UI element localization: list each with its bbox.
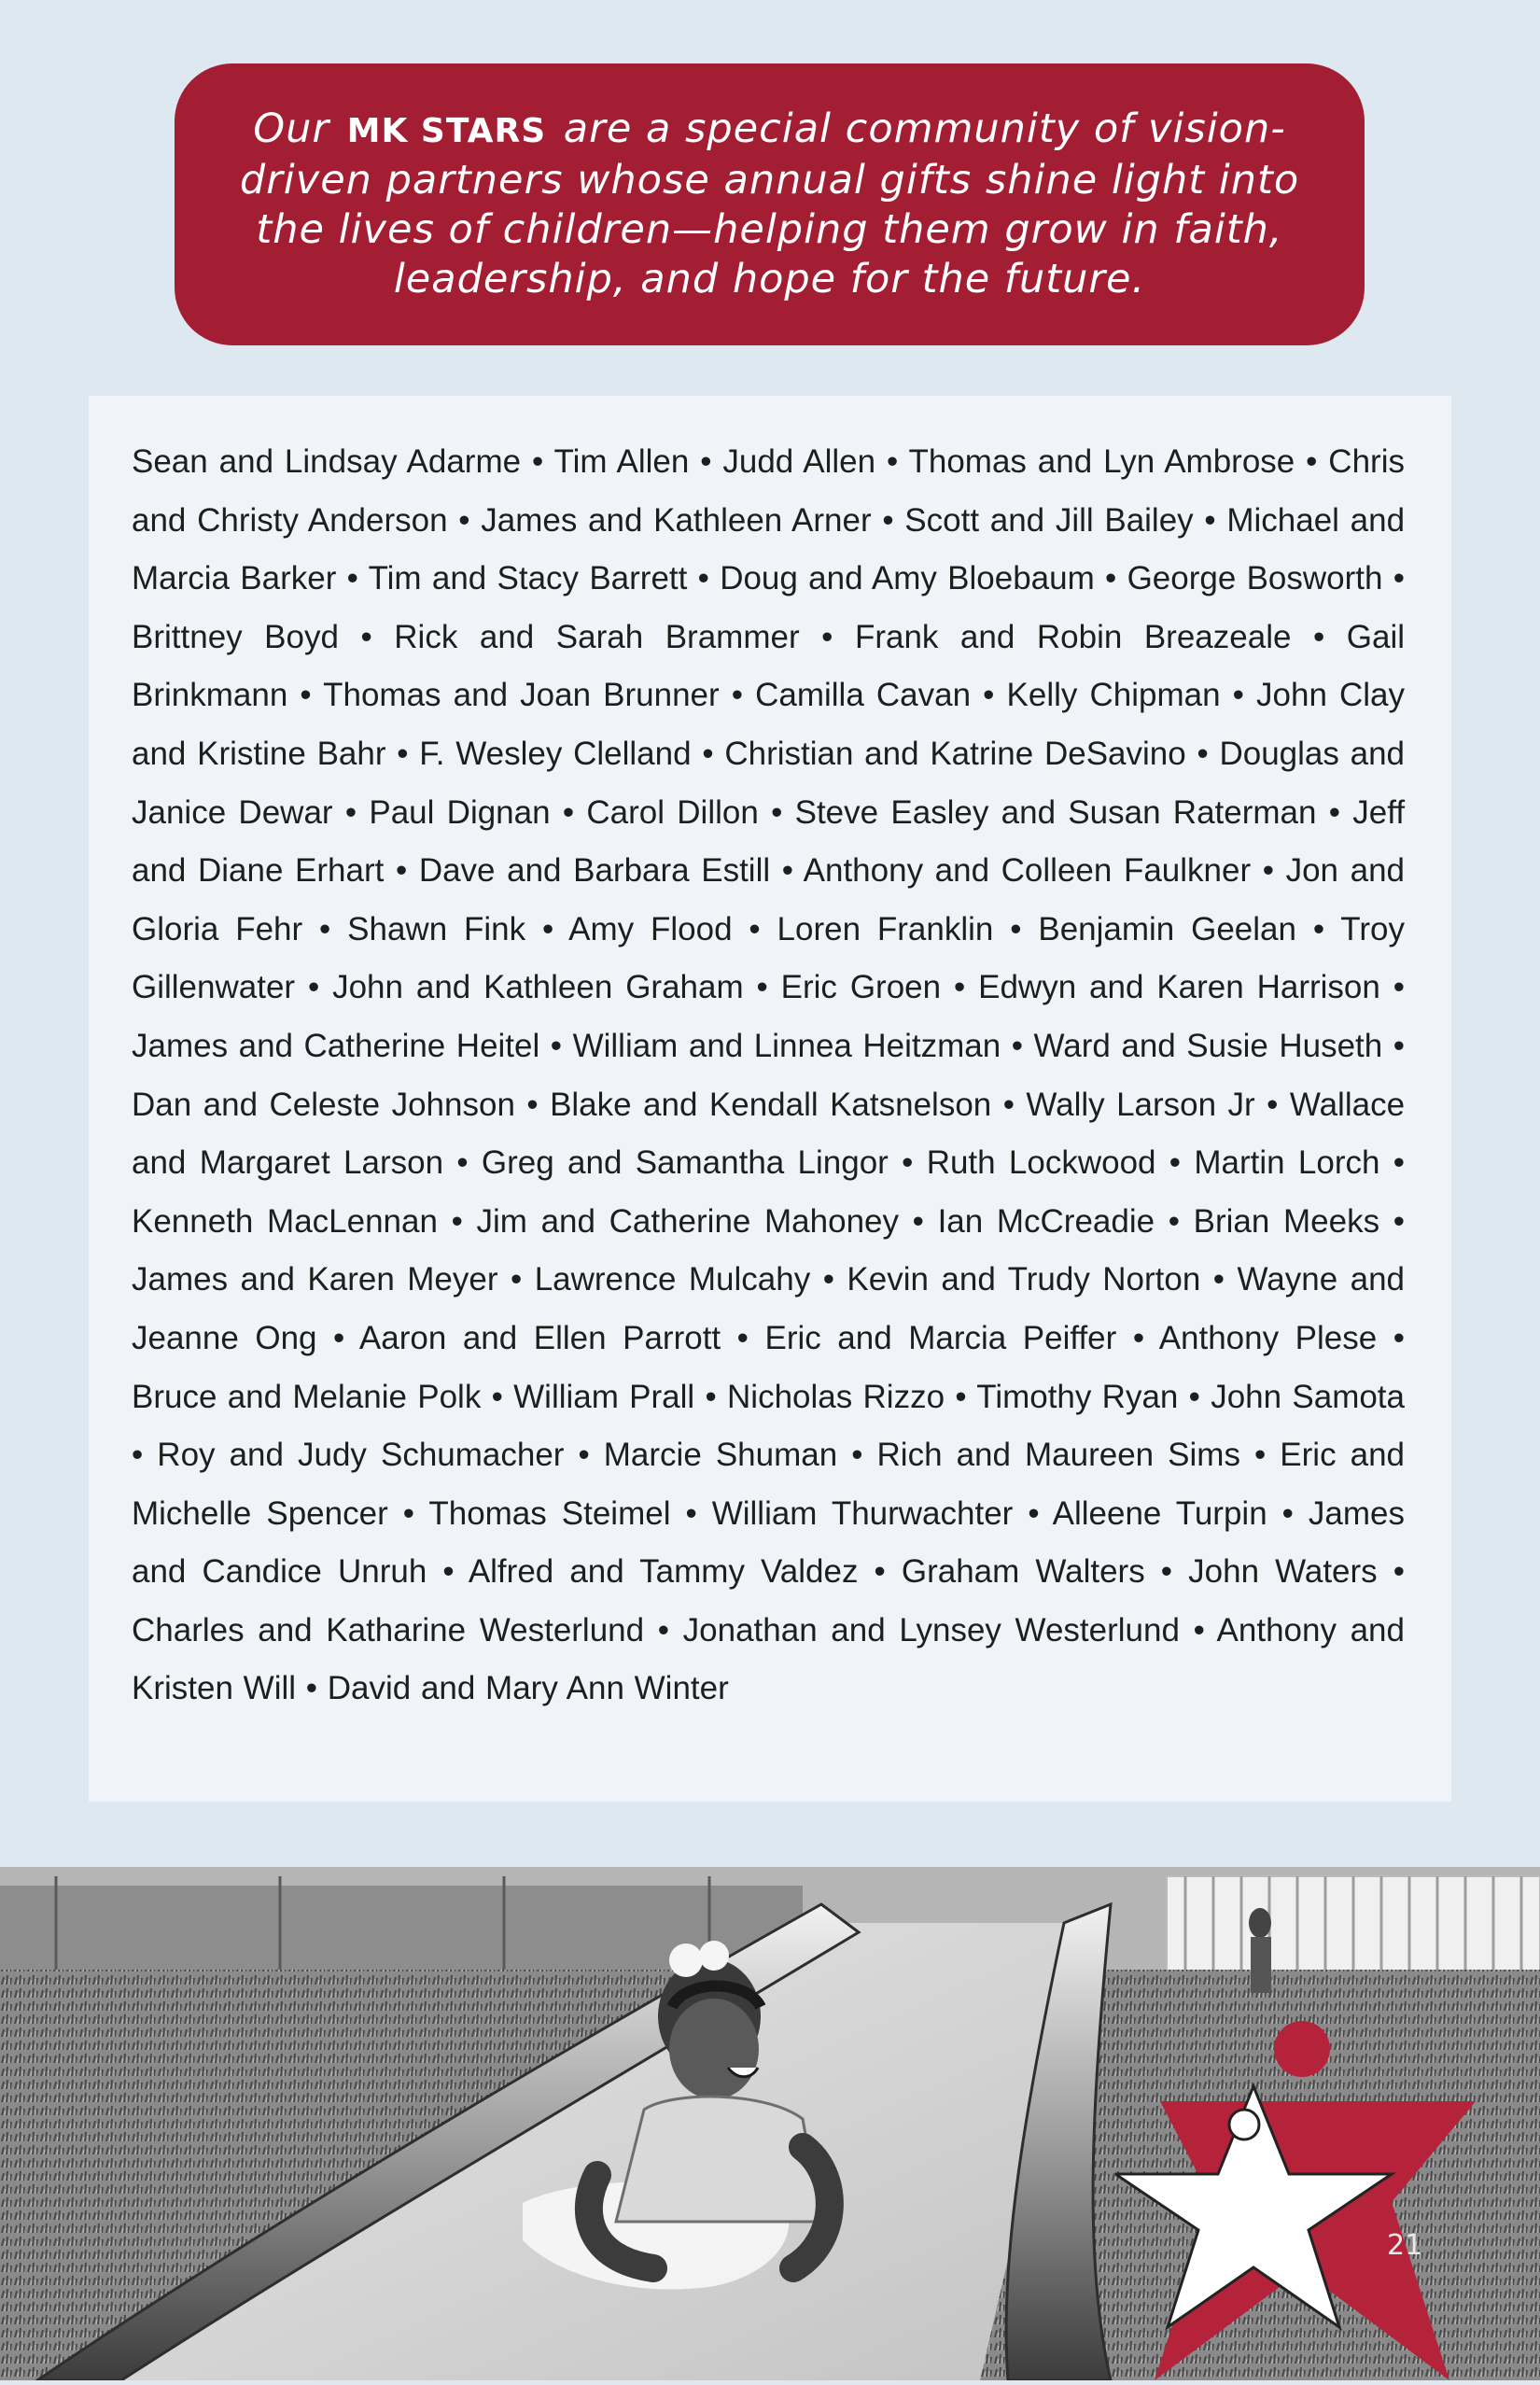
- bullet-separator: •: [993, 910, 1039, 947]
- bullet-separator: •: [941, 969, 979, 1006]
- bullet-separator: •: [443, 1144, 482, 1182]
- donor-name: Scott and Jill Bailey: [904, 501, 1194, 539]
- donor-name: Chris and Christy Anderson: [132, 443, 1405, 539]
- donor-name: Rick and Sarah Brammer: [394, 618, 800, 655]
- bullet-separator: •: [316, 1319, 359, 1356]
- donor-name: Judd Allen: [722, 443, 876, 480]
- bullet-separator: •: [971, 677, 1007, 714]
- donor-name: Loren Franklin: [777, 910, 994, 947]
- bullet-separator: •: [837, 1437, 877, 1474]
- bullet-separator: •: [497, 1261, 535, 1298]
- donor-name: Charles and Katharine Westerlund: [132, 1611, 645, 1648]
- bullet-separator: •: [719, 677, 756, 714]
- donor-name: Gail Brinkmann: [132, 618, 1405, 714]
- mk-star-figure-icon: [1115, 2021, 1493, 2380]
- bullet-separator: •: [1239, 1437, 1281, 1474]
- bullet-separator: •: [332, 793, 370, 831]
- donor-name: Wayne and Jeanne Ong: [132, 1261, 1406, 1356]
- donor-name: Shawn Fink: [347, 910, 526, 947]
- bullet-separator: •: [1382, 560, 1406, 597]
- donor-name: Anthony Plese: [1158, 1319, 1378, 1356]
- bullet-separator: •: [481, 1378, 514, 1415]
- bullet-separator: •: [427, 1553, 469, 1591]
- bullet-separator: •: [295, 969, 333, 1006]
- donor-name: Edwyn and Karen Harrison: [978, 969, 1380, 1006]
- bullet-separator: •: [1377, 1553, 1406, 1591]
- bullet-separator: •: [1382, 1027, 1406, 1064]
- donor-name: Ward and Susie Huseth: [1033, 1027, 1383, 1064]
- donor-name: Thomas and Joan Brunner: [323, 677, 720, 714]
- bullet-separator: •: [539, 1027, 573, 1064]
- donor-name: Brittney Boyd: [132, 618, 339, 655]
- donor-name: Eric and Michelle Spencer: [132, 1437, 1406, 1532]
- bullet-separator: •: [1144, 1553, 1189, 1591]
- logo-graphic: [1115, 2021, 1493, 2380]
- bullet-separator: •: [799, 618, 855, 655]
- donor-name: Sean and Lindsay Adarme: [132, 443, 522, 480]
- bullet-separator: •: [1155, 1202, 1194, 1240]
- bullet-separator: •: [1155, 1144, 1195, 1182]
- donor-name: Bruce and Melanie Polk: [132, 1378, 482, 1415]
- donor-name: Jim and Catherine Mahoney: [476, 1202, 900, 1240]
- donor-name: Nicholas Rizzo: [727, 1378, 945, 1415]
- bullet-separator: •: [670, 1494, 712, 1532]
- bullet-separator: •: [875, 443, 909, 480]
- donor-name: Graham Walters: [901, 1553, 1145, 1591]
- brand-name: MK STARS: [346, 112, 547, 150]
- donor-name: Benjamin Geelan: [1038, 910, 1296, 947]
- bullet-separator: •: [296, 1670, 328, 1707]
- donor-name: Lawrence Mulcahy: [534, 1261, 811, 1298]
- donor-name: Steve Easley and Susan Raterman: [794, 793, 1317, 831]
- bullet-separator: •: [1291, 618, 1347, 655]
- donor-name: David and Mary Ann Winter: [327, 1670, 729, 1707]
- bullet-separator: •: [387, 1494, 429, 1532]
- donor-name: Ruth Lockwood: [926, 1144, 1156, 1182]
- donor-name: William Prall: [513, 1378, 695, 1415]
- donor-name: Tim Allen: [553, 443, 690, 480]
- donor-name: James and Karen Meyer: [132, 1261, 498, 1298]
- donor-name: Blake and Kendall Katsnelson: [550, 1086, 992, 1123]
- bullet-separator: •: [1251, 852, 1286, 890]
- bullet-separator: •: [338, 618, 395, 655]
- donor-name: John and Kathleen Graham: [332, 969, 744, 1006]
- donor-name: Anthony and Colleen Faulkner: [803, 852, 1252, 890]
- bullet-separator: •: [858, 1553, 902, 1591]
- donor-name: Roy and Judy Schumacher: [157, 1437, 565, 1474]
- bullet-separator: •: [1185, 735, 1220, 772]
- donor-name: John Waters: [1188, 1553, 1378, 1591]
- bullet-separator: •: [691, 735, 725, 772]
- donor-name: William and Linnea Heitzman: [572, 1027, 1001, 1064]
- donor-name: Dan and Celeste Johnson: [132, 1086, 515, 1123]
- donor-name: Wally Larson Jr: [1026, 1086, 1255, 1123]
- bullet-separator: •: [564, 1437, 604, 1474]
- bullet-separator: •: [336, 560, 369, 597]
- bullet-separator: •: [302, 910, 348, 947]
- mission-statement: [212, 105, 1327, 304]
- bullet-separator: •: [1316, 793, 1353, 831]
- bullet-separator: •: [447, 501, 482, 539]
- bullet-separator: •: [758, 793, 795, 831]
- donor-name: Kelly Chipman: [1006, 677, 1221, 714]
- bullet-separator: •: [1379, 1202, 1405, 1240]
- donor-name: Jeff and Diane Erhart: [132, 793, 1406, 890]
- donor-name: Martin Lorch: [1194, 1144, 1380, 1182]
- donor-name: Michael and Marcia Barker: [132, 501, 1406, 597]
- donor-name: Dave and Barbara Estill: [418, 852, 771, 890]
- bullet-separator: •: [521, 443, 554, 480]
- bullet-separator: •: [991, 1086, 1027, 1123]
- bullet-separator: •: [871, 501, 905, 539]
- donor-name: Amy Flood: [568, 910, 733, 947]
- donor-name: Tim and Stacy Barrett: [368, 560, 688, 597]
- donor-name: George Bosworth: [1127, 560, 1383, 597]
- donor-name: Thomas and Lyn Ambrose: [908, 443, 1295, 480]
- bullet-separator: •: [644, 1611, 683, 1648]
- donor-name: Eric Groen: [780, 969, 942, 1006]
- bullet-separator: •: [1013, 1494, 1053, 1532]
- donor-name: Marcie Shuman: [603, 1437, 838, 1474]
- donor-name: Christian and Katrine DeSavino: [724, 735, 1186, 772]
- bullet-separator: •: [132, 1437, 158, 1474]
- mission-lead: Our: [253, 105, 329, 152]
- donor-name: Rich and Maureen Sims: [876, 1437, 1240, 1474]
- bullet-separator: •: [1094, 560, 1127, 597]
- bullet-separator: •: [689, 443, 723, 480]
- bullet-separator: •: [1379, 969, 1405, 1006]
- bullet-separator: •: [1267, 1494, 1309, 1532]
- bullet-separator: •: [810, 1261, 847, 1298]
- donor-list: [132, 433, 1405, 1719]
- donor-name: Frank and Robin Breazeale: [854, 618, 1292, 655]
- donor-name: James and Candice Unruh: [132, 1494, 1405, 1591]
- bullet-separator: •: [1179, 1611, 1217, 1648]
- donor-name: Troy Gillenwater: [132, 910, 1405, 1006]
- bullet-separator: •: [287, 677, 324, 714]
- bullet-separator: •: [732, 910, 777, 947]
- donor-name: F. Wesley Clelland: [419, 735, 692, 772]
- bullet-separator: •: [1295, 910, 1341, 947]
- bullet-separator: •: [1001, 1027, 1034, 1064]
- bullet-separator: •: [525, 910, 569, 947]
- donor-name: Brian Meeks: [1193, 1202, 1380, 1240]
- donor-name: Wallace and Margaret Larson: [132, 1086, 1406, 1182]
- mission-banner: [175, 63, 1365, 345]
- bullet-separator: •: [1200, 1261, 1238, 1298]
- bullet-separator: •: [384, 852, 419, 890]
- donor-name: Carol Dillon: [586, 793, 759, 831]
- bullet-separator: •: [1193, 501, 1227, 539]
- donor-list-card: [89, 396, 1451, 1802]
- donor-name: Timothy Ryan: [976, 1378, 1179, 1415]
- donor-name: Aaron and Ellen Parrott: [358, 1319, 721, 1356]
- donor-name: Ian McCreadie: [937, 1202, 1155, 1240]
- donor-name: Alleene Turpin: [1052, 1494, 1267, 1532]
- donor-name: James and Catherine Heitel: [132, 1027, 540, 1064]
- donor-name: Jonathan and Lynsey Westerlund: [682, 1611, 1180, 1648]
- donor-name: James and Kathleen Arner: [481, 501, 872, 539]
- donor-name: Thomas Steimel: [428, 1494, 671, 1532]
- bullet-separator: •: [888, 1144, 927, 1182]
- bullet-separator: •: [1220, 677, 1257, 714]
- donor-name: Kenneth MacLennan: [132, 1202, 438, 1240]
- donor-name: Alfred and Tammy Valdez: [468, 1553, 859, 1591]
- donor-name: John Clay and Kristine Bahr: [132, 677, 1406, 772]
- donor-name: Greg and Samantha Lingor: [481, 1144, 889, 1182]
- bullet-separator: •: [687, 560, 721, 597]
- bullet-separator: •: [385, 735, 420, 772]
- donor-name: Jon and Gloria Fehr: [132, 852, 1406, 947]
- bullet-separator: •: [1178, 1378, 1211, 1415]
- bullet-separator: •: [1295, 443, 1329, 480]
- bullet-separator: •: [694, 1378, 728, 1415]
- bullet-separator: •: [1254, 1086, 1290, 1123]
- bullet-separator: •: [945, 1378, 977, 1415]
- bullet-separator: •: [1116, 1319, 1159, 1356]
- donor-name: Camilla Cavan: [755, 677, 972, 714]
- donor-name: Paul Dignan: [369, 793, 551, 831]
- donor-name: William Thurwachter: [711, 1494, 1014, 1532]
- donor-name: Kevin and Trudy Norton: [847, 1261, 1201, 1298]
- mission-body: are a special community of vision-driven partners whose annual gifts shine light into the lives of children—helping them grow in faith, leadership, and hope for the future.: [239, 105, 1300, 302]
- donor-name: John Samota: [1211, 1378, 1405, 1415]
- donor-name: Doug and Amy Bloebaum: [720, 560, 1095, 597]
- donor-name: Douglas and Janice Dewar: [132, 735, 1406, 831]
- page-number: 21: [1387, 2229, 1423, 2262]
- bullet-separator: •: [899, 1202, 938, 1240]
- bullet-separator: •: [1379, 1144, 1405, 1182]
- bullet-separator: •: [437, 1202, 477, 1240]
- donor-name: Eric and Marcia Peiffer: [764, 1319, 1117, 1356]
- donor-name: Anthony and Kristen Will: [132, 1611, 1405, 1707]
- bullet-separator: •: [550, 793, 587, 831]
- bullet-separator: •: [721, 1319, 765, 1356]
- bullet-separator: •: [770, 852, 804, 890]
- bullet-separator: •: [1377, 1319, 1405, 1356]
- bullet-separator: •: [514, 1086, 551, 1123]
- bullet-separator: •: [743, 969, 781, 1006]
